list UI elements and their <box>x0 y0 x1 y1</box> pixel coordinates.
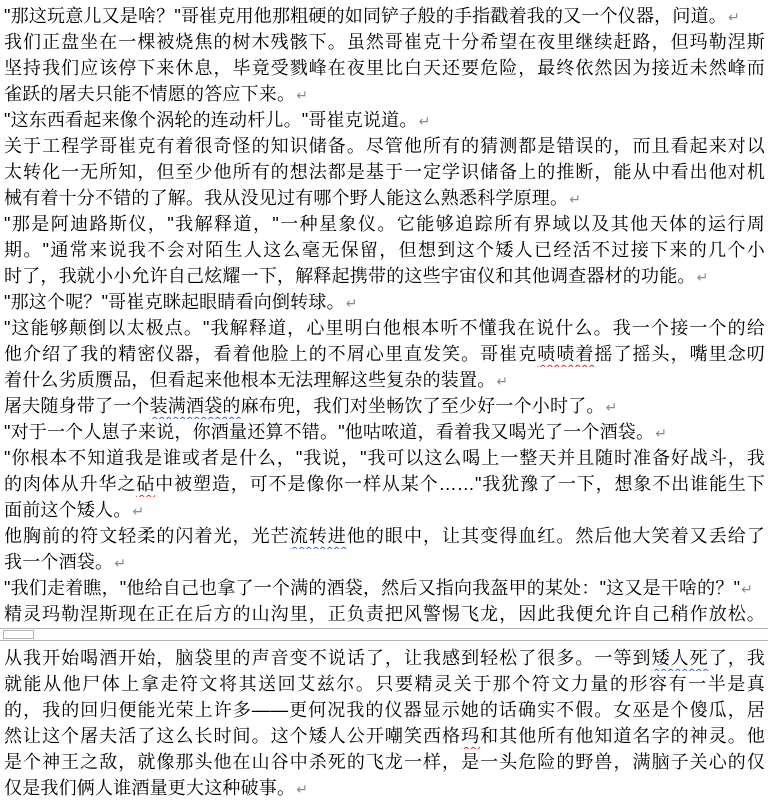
text-run: 械有着十分不错的了解。我从没见过有哪个野人能这么熟悉科学原理。 <box>4 188 569 208</box>
text-run: 然让这个屠夫活了这么长时间。这个矮人公开嘲笑西格 <box>4 726 462 746</box>
spelling-error-text: 啧啧着 <box>537 344 595 364</box>
text-line <box>4 289 765 315</box>
text-line <box>4 749 765 775</box>
text-run: 他胸前的符文轻柔的闪着光，光芒 <box>4 526 290 546</box>
text-line <box>4 601 765 627</box>
page-2 <box>0 641 768 801</box>
text-line <box>4 497 765 523</box>
text-line <box>4 263 765 289</box>
grammar-error-text: 装满酒袋的 <box>149 396 241 416</box>
text-line <box>4 211 765 237</box>
text-run: "那这个呢？"哥崔克眯起眼睛看向倒转球。 <box>4 292 345 312</box>
text-line <box>4 367 765 393</box>
text-run: "那是阿迪路斯仪，"我解释道，"一种星象仪。它能够追踪所有界域以及其他天体的运行周 <box>4 214 765 234</box>
text-run: 的肉体从升华之 <box>4 474 137 494</box>
text-run: "对于一个人崽子来说，你酒量还算不错。"他咕哝道，看着我又喝光了一个酒袋。 <box>4 422 655 442</box>
paragraph-mark-icon: ↵ <box>418 113 431 129</box>
text-line <box>4 723 765 749</box>
text-line <box>4 697 765 723</box>
text-run: 他介绍了我的精密仪器，看着他脸上的不屑心里直发笑。哥崔克 <box>4 344 538 364</box>
text-run: 着什么劣质赝品，但看起来他根本无法理解这些复杂的装置。 <box>4 370 496 390</box>
paragraph-mark-icon: ↵ <box>655 425 667 441</box>
text-run: 关于工程学哥崔克有着很奇怪的知识储备。尽管他所有的猜测都是错误的，而且看起来对以 <box>4 136 765 156</box>
text-line <box>4 575 765 601</box>
text-run: 和其他所有他知道名字的神灵。他 <box>480 726 765 746</box>
text-line <box>4 107 765 133</box>
text-run: 屠夫随身带了一个 <box>4 396 150 416</box>
text-run: 从我开始喝酒开始，脑袋里的声音变不说话了，让我感到轻松了很多。一等到 <box>4 648 652 668</box>
text-run: "那这玩意儿又是啥？"哥崔克用他那粗硬的如同铲子般的手指戳着我的又一个仪器，问道。 <box>4 6 727 26</box>
text-run: "这能够颠倒以太极点。"我解释道，心里明白他根本听不懂我在说什么。我一个接一个的给 <box>4 318 765 338</box>
text-run: 面前这个矮人。 <box>4 500 132 520</box>
paragraph-mark-icon: ↵ <box>696 269 709 285</box>
text-line <box>4 445 765 471</box>
spelling-error-text: 砧 <box>136 474 156 494</box>
spelling-error-text: 玛 <box>461 726 481 746</box>
paragraph-mark-icon: ↵ <box>114 555 126 571</box>
text-line <box>4 523 765 549</box>
grammar-error-text: 矮人死 <box>651 648 709 668</box>
paragraph-mark-icon: ↵ <box>345 295 358 311</box>
text-run: 时了，我就小小允许自己炫耀一下，解释起携带的这些宇宙仪和其他调查器材的功能。 <box>4 266 696 286</box>
text-line <box>4 549 765 575</box>
text-run: 他的眼中，让其变得血红。然后他大笑着又丢给了 <box>346 526 765 546</box>
text-run: 太转化一无所知，但至少他所有的想法都是基于一定学识储备上的推断，能从中看出他对机 <box>4 162 765 182</box>
text-line <box>4 393 765 419</box>
text-line <box>4 3 765 29</box>
page-corner-mark <box>3 630 34 639</box>
text-run: "你根本不知道我是谁或者是什么，"我说，"我可以这么喝上一整天并且随时准备好战斗，我 <box>4 448 765 468</box>
text-line <box>4 341 765 367</box>
paragraph-mark-icon: ↵ <box>296 87 308 103</box>
text-line <box>4 775 765 801</box>
text-line <box>4 159 765 185</box>
paragraph-mark-icon: ↵ <box>296 781 308 797</box>
text-run: 我一个酒袋。 <box>4 552 114 572</box>
paragraph-mark-icon: ↵ <box>605 399 618 415</box>
text-line <box>4 315 765 341</box>
text-line <box>4 81 765 107</box>
text-line <box>4 471 765 497</box>
text-line <box>4 671 765 697</box>
text-run: 是个神王之敌，就像那头他在山谷中杀死的飞龙一样，是一头危险的野兽，满脑子关心的仅 <box>4 752 765 772</box>
text-run: "我们走着瞧，"他给自己也拿了一个满的酒袋，然后又指向我盔甲的某处："这又是干啥的？" <box>4 578 741 598</box>
text-run: 中被塑造，可不是像你一样从某个……"我犹豫了一下，想象不出谁能生下 <box>155 474 765 494</box>
text-run: 就能从他尸体上拿走符文将其送回艾兹尔。只要精灵关于那个符文力量的形容有一半是真 <box>4 674 765 694</box>
text-run: 仅是我们俩人谁酒量更大这种破事。 <box>4 778 296 798</box>
text-run: 雀跃的屠夫只能不情愿的答应下来。 <box>4 84 296 104</box>
text-run: 精灵玛勒涅斯现在正在后方的山沟里，正负责把风警惕飞龙，因此我便允许自己稍作放松。 <box>4 604 765 624</box>
text-line <box>4 645 765 671</box>
text-line <box>4 55 765 81</box>
paragraph-mark-icon: ↵ <box>727 9 740 25</box>
paragraph-mark-icon: ↵ <box>132 503 145 519</box>
text-run: 麻布兜，我们对坐畅饮了至少好一个小时了。 <box>240 396 605 416</box>
page-boundary <box>0 628 768 641</box>
paragraph-mark-icon: ↵ <box>496 373 509 389</box>
text-run: 我们正盘坐在一棵被烧焦的树木残骸下。虽然哥崔克十分希望在夜里继续赶路，但玛勒涅斯 <box>4 32 765 52</box>
text-run: 了，我 <box>708 648 765 668</box>
text-line <box>4 237 765 263</box>
grammar-error-text: 流转进 <box>289 526 347 546</box>
paragraph-mark-icon: ↵ <box>569 191 581 207</box>
text-run: 的，我的回归便能光荣上许多——更何况我的仪器显示她的话确实不假。女巫是个傻瓜，居 <box>4 700 765 720</box>
text-run: "这东西看起来像个涡轮的连动杆儿。"哥崔克说道。 <box>4 110 418 130</box>
text-line <box>4 185 765 211</box>
text-line <box>4 133 765 159</box>
text-run: 摇了摇头，嘴里念叨 <box>594 344 765 364</box>
paragraph-mark-icon: ↵ <box>741 581 753 597</box>
text-run: 期。"通常来说我不会对陌生人这么毫无保留，但想到这个矮人已经活不过接下来的几个小 <box>4 240 765 260</box>
text-line <box>4 29 765 55</box>
text-run: 坚持我们应该停下来休息，毕竟受戮峰在夜里比白天还要危险，最终依然因为接近未然峰而 <box>4 58 765 78</box>
text-line <box>4 419 765 445</box>
